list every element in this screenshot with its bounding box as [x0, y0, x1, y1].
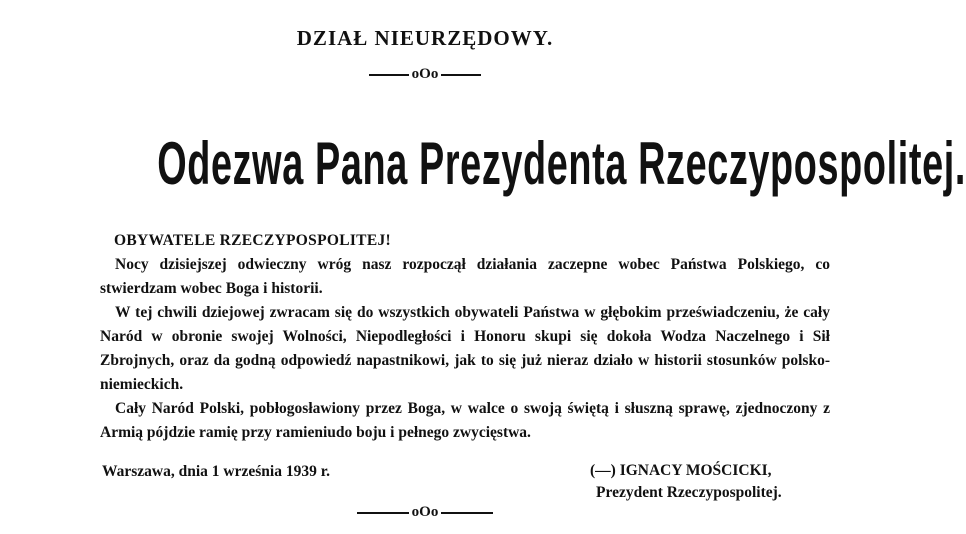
ornament-mark: oOo — [411, 66, 439, 82]
ornament-mark: oOo — [411, 504, 439, 520]
proclamation-title: Odezwa Pana Prezydenta Rzeczypospolitej. — [157, 130, 966, 197]
paragraph-3: Cały Naród Polski, pobłogosławiony przez Boga, w walce o swoją świętą i słuszną sprawę, zjednoczony z Armią pójdzie ramię przy ramieniudo boju i pełnego zwycięstwa. — [100, 400, 830, 441]
proclamation-body — [100, 229, 830, 445]
ornament-rule-right — [441, 512, 493, 514]
section-heading: DZIAŁ NIEURZĘDOWY. — [296, 26, 554, 50]
paragraph-2: W tej chwili dziejowej zwracam się do wszystkich obywateli Państwa w głębokim przeświadczeniu, że cały Naród w obronie swojej Wolności, Niepodległości i Honoru skupi się dokoła Wodza Naczelnego i Sił Zbrojnych, oraz da godną odpowiedź napastnikowi, jak to się już nieraz działo w historii stosunków polsko-niemieckich. — [100, 304, 830, 393]
ornament-rule-left — [369, 74, 409, 76]
signatory-name: (—) IGNACY MOŚCICKI, — [590, 462, 772, 479]
ornament-divider-top — [0, 66, 850, 83]
paragraph-1: Nocy dzisiejszej odwieczny wróg nasz rozpoczął działania zaczepne wobec Państwa Polskiego, co stwierdzam wobec Boga i historii. — [100, 256, 830, 297]
signatory-title: Prezydent Rzeczypospolitej. — [596, 484, 782, 501]
ornament-rule-left — [357, 512, 409, 514]
salutation: OBYWATELE RZECZYPOSPOLITEJ! — [114, 232, 391, 249]
ornament-divider-bottom — [0, 504, 850, 521]
place-and-date: Warszawa, dnia 1 września 1939 r. — [102, 463, 331, 480]
ornament-rule-right — [441, 74, 481, 76]
signature-block — [590, 460, 782, 504]
